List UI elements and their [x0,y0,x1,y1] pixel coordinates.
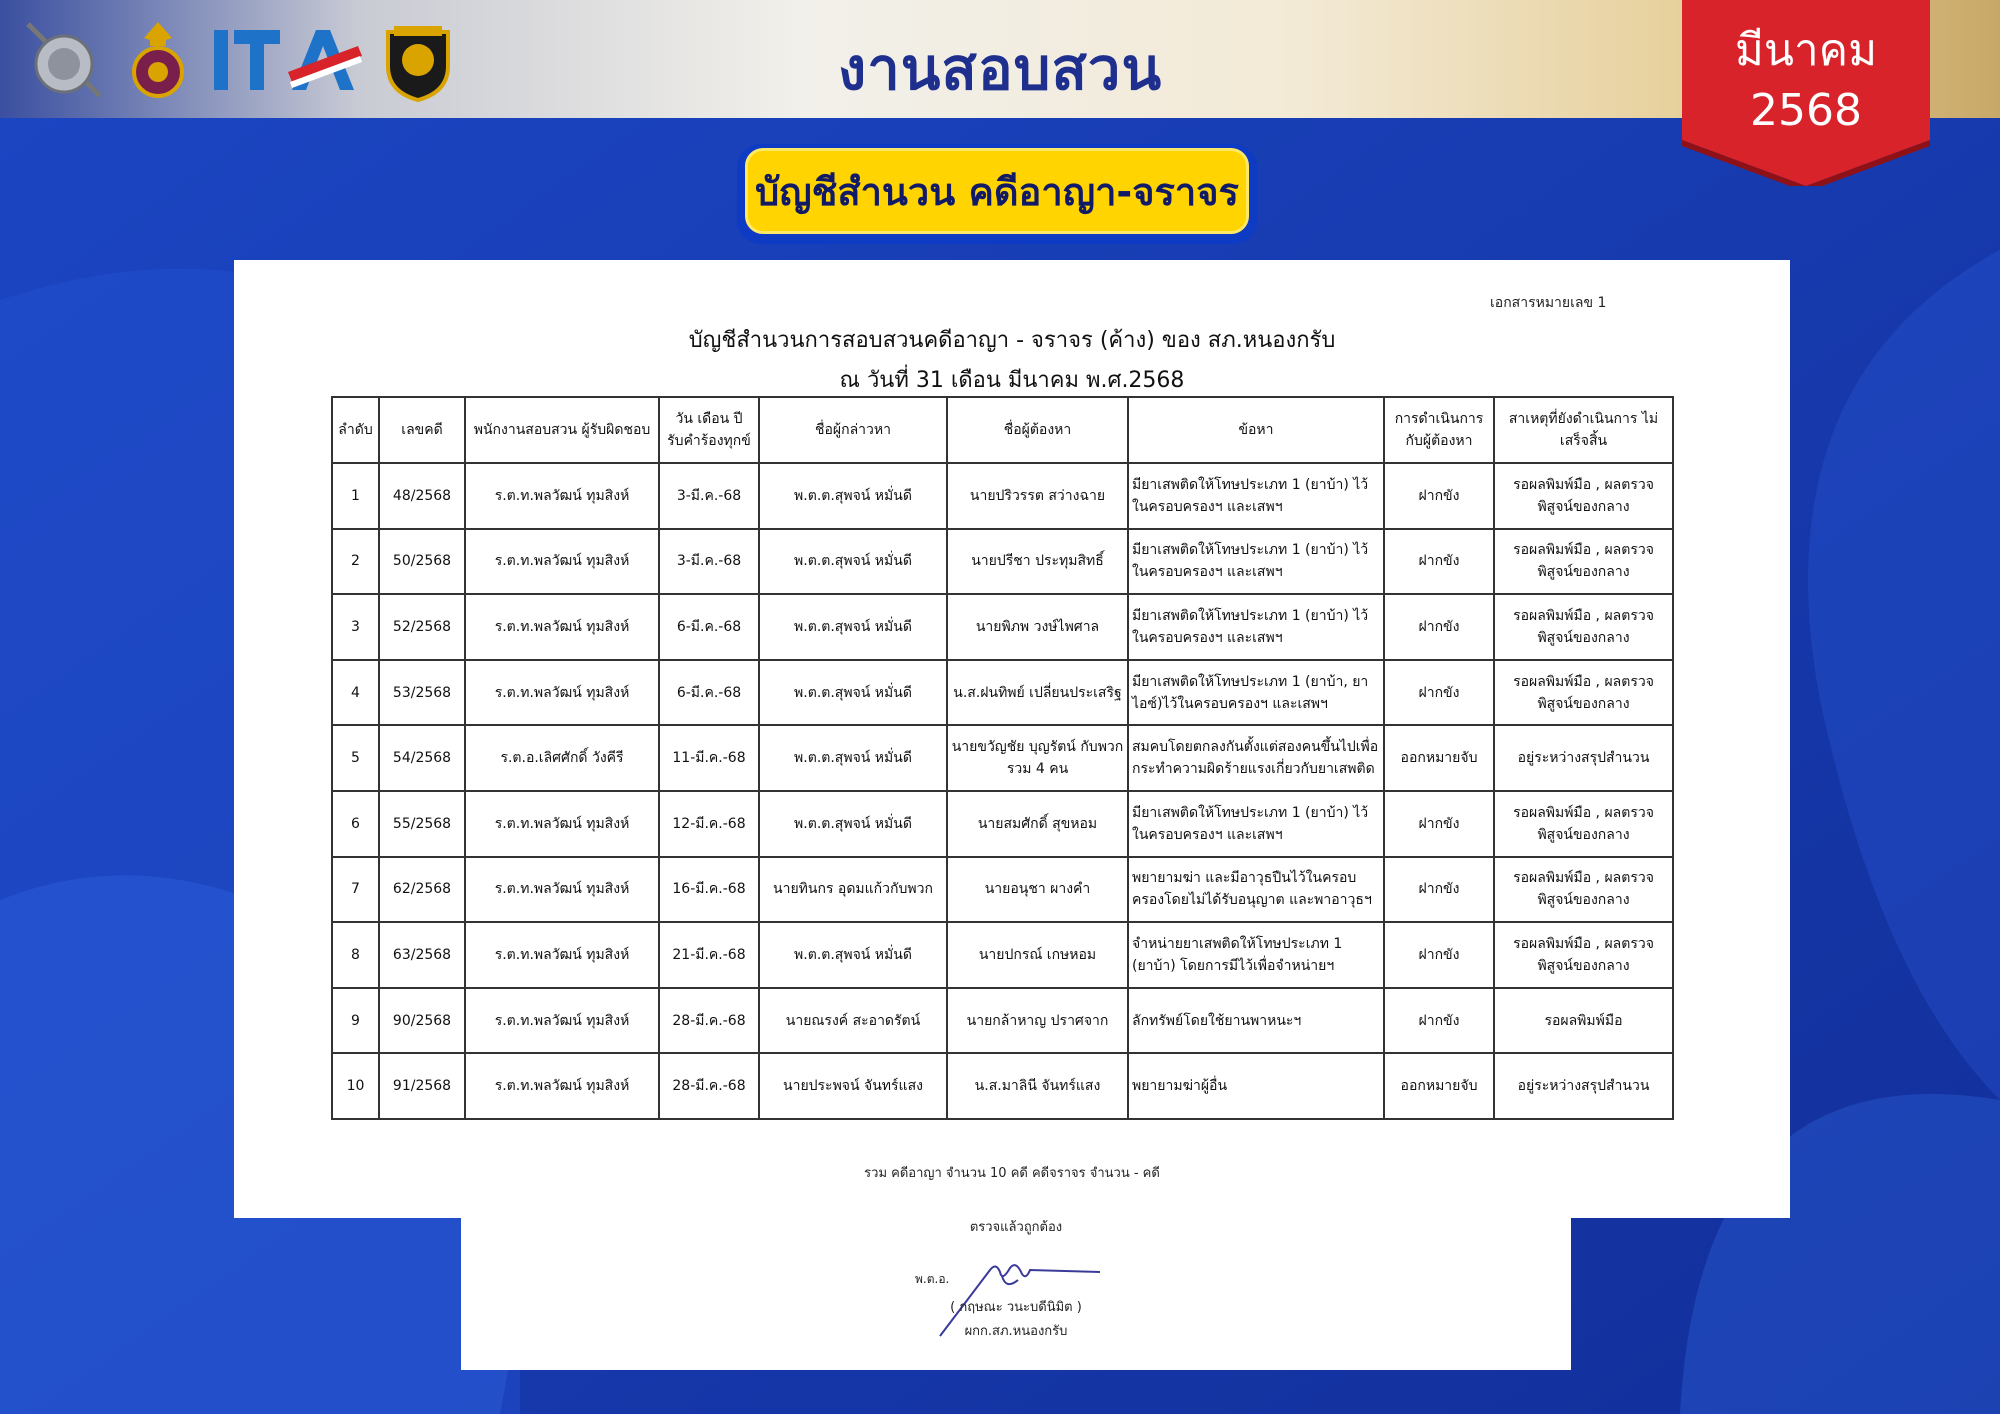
ita-logo [208,16,368,104]
table-cell: ร.ต.ท.พลวัฒน์ ทุมสิงห์ [465,660,659,726]
page-title: งานสอบสวน [837,35,1163,103]
table-cell: นายอนุชา ผางคำ [947,857,1128,923]
table-cell: 91/2568 [379,1053,465,1119]
table-cell: นายสมศักดิ์ สุขหอม [947,791,1128,857]
table-cell: 62/2568 [379,857,465,923]
table-cell: ร.ต.ท.พลวัฒน์ ทุมสิงห์ [465,594,659,660]
column-header: การดำเนินการ กับผู้ต้องหา [1384,397,1494,463]
column-header: ชื่อผู้กล่าวหา [759,397,947,463]
table-cell: 53/2568 [379,660,465,726]
table-cell: นายทินกร อุดมแก้วกับพวก [759,857,947,923]
table-cell: 90/2568 [379,988,465,1054]
table-cell: นายพิภพ วงษ์ไพศาล [947,594,1128,660]
table-cell: ร.ต.ท.พลวัฒน์ ทุมสิงห์ [465,529,659,595]
table-row [332,922,1673,988]
table-cell: ฝากขัง [1384,660,1494,726]
table-cell: พยายามฆ่าผู้อื่น [1128,1053,1384,1119]
signer-rank: พ.ต.อ. [915,1272,950,1286]
table-cell: ออกหมายจับ [1384,1053,1494,1119]
table-cell: 6-มี.ค.-68 [659,594,759,660]
table-cell: สมคบโดยตกลงกันตั้งแต่สองคนขึ้นไปเพื่อ กระทำความผิดร้ายแรงเกี่ยวกับยาเสพติด [1128,725,1384,791]
table-cell: 52/2568 [379,594,465,660]
police-seal-icon [20,16,108,104]
table-cell: 1 [332,463,379,529]
table-row [332,529,1673,595]
table-cell: 10 [332,1053,379,1119]
table-cell: นายณรงค์ สะอาดรัตน์ [759,988,947,1054]
table-cell: ร.ต.ท.พลวัฒน์ ทุมสิงห์ [465,463,659,529]
table-header-row [332,397,1673,463]
table-cell: 9 [332,988,379,1054]
table-row [332,791,1673,857]
column-header: ลำดับ [332,397,379,463]
table-cell: ร.ต.ท.พลวัฒน์ ทุมสิงห์ [465,791,659,857]
summary-line: รวม คดีอาญา จำนวน 10 คดี คดีจราจร จำนวน - คดี [864,1166,1160,1181]
station-badge-icon [374,16,462,104]
table-cell: รอผลพิมพ์มือ , ผลตรวจ พิสูจน์ของกลาง [1494,463,1673,529]
table-cell: ร.ต.ท.พลวัฒน์ ทุมสิงห์ [465,988,659,1054]
table-cell: 2 [332,529,379,595]
table-cell: ร.ต.อ.เลิศศักดิ์ วังคีรี [465,725,659,791]
table-cell: มียาเสพติดให้โทษประเภท 1 (ยาบ้า, ยาไอซ์)ไว้ในครอบครองฯ และเสพฯ [1128,660,1384,726]
table-cell: มียาเสพติดให้โทษประเภท 1 (ยาบ้า) ไว้ในครอบครองฯ และเสพฯ [1128,529,1384,595]
table-row [332,988,1673,1054]
table-cell: พ.ต.ต.สุพจน์ หมั่นดี [759,529,947,595]
table-row [332,594,1673,660]
column-header: เลขคดี [379,397,465,463]
table-cell: มียาเสพติดให้โทษประเภท 1 (ยาบ้า) ไว้ในครอบครองฯ และเสพฯ [1128,791,1384,857]
document-ref: เอกสารหมายเลข 1 [1490,295,1607,311]
table-cell: 50/2568 [379,529,465,595]
table-cell: 12-มี.ค.-68 [659,791,759,857]
column-header: วัน เดือน ปี รับคำร้องทุกข์ [659,397,759,463]
table-cell: ฝากขัง [1384,988,1494,1054]
table-cell: รอผลพิมพ์มือ , ผลตรวจ พิสูจน์ของกลาง [1494,660,1673,726]
document-date: ณ วันที่ 31 เดือน มีนาคม พ.ศ.2568 [839,368,1185,393]
table-cell: 8 [332,922,379,988]
table-cell: จำหน่ายยาเสพติดให้โทษประเภท 1 (ยาบ้า) โดยการมีไว้เพื่อจำหน่ายฯ [1128,922,1384,988]
signer-name: ( กฤษณะ วนะบดีนิมิต ) [950,1300,1082,1315]
table-cell: พยายามฆ่า และมีอาวุธปืนไว้ในครอบ ครองโดยไม่ได้รับอนุญาต และพาอาวุธฯ [1128,857,1384,923]
table-cell: รอผลพิมพ์มือ , ผลตรวจ พิสูจน์ของกลาง [1494,529,1673,595]
table-cell: ฝากขัง [1384,529,1494,595]
column-header: ข้อหา [1128,397,1384,463]
table-cell: 16-มี.ค.-68 [659,857,759,923]
table-cell: รอผลพิมพ์มือ [1494,988,1673,1054]
table-cell: 63/2568 [379,922,465,988]
table-cell: รอผลพิมพ์มือ , ผลตรวจ พิสูจน์ของกลาง [1494,791,1673,857]
table-row [332,725,1673,791]
table-cell: 6-มี.ค.-68 [659,660,759,726]
table-cell: ฝากขัง [1384,922,1494,988]
table-cell: 28-มี.ค.-68 [659,988,759,1054]
table-row [332,857,1673,923]
table-cell: 3-มี.ค.-68 [659,463,759,529]
table-cell: ฝากขัง [1384,791,1494,857]
table-cell: 21-มี.ค.-68 [659,922,759,988]
cases-table [331,396,1674,1120]
table-cell: น.ส.ฝนทิพย์ เปลี่ยนประเสริฐ [947,660,1128,726]
table-cell: น.ส.มาลินี จันทร์แสง [947,1053,1128,1119]
column-header: สาเหตุที่ยังดำเนินการ ไม่เสร็จสิ้น [1494,397,1673,463]
table-cell: อยู่ระหว่างสรุปสำนวน [1494,1053,1673,1119]
date-ribbon [1682,0,1930,186]
table-cell: 55/2568 [379,791,465,857]
logo-group [20,10,462,110]
table-cell: นายประพจน์ จันทร์แสง [759,1053,947,1119]
table-cell: ลักทรัพย์โดยใช้ยานพาหนะฯ [1128,988,1384,1054]
table-cell: ร.ต.ท.พลวัฒน์ ทุมสิงห์ [465,1053,659,1119]
table-row [332,1053,1673,1119]
table-cell: นายปกรณ์ เกษหอม [947,922,1128,988]
column-header: พนักงานสอบสวน ผู้รับผิดชอบ [465,397,659,463]
table-cell: มียาเสพติดให้โทษประเภท 1 (ยาบ้า) ไว้ในครอบครองฯ และเสพฯ [1128,594,1384,660]
section-tag [737,144,1257,244]
table-cell: รอผลพิมพ์มือ , ผลตรวจ พิสูจน์ของกลาง [1494,594,1673,660]
table-cell: ฝากขัง [1384,463,1494,529]
table-cell: รอผลพิมพ์มือ , ผลตรวจ พิสูจน์ของกลาง [1494,922,1673,988]
signer-position: ผกก.สภ.หนองกรับ [964,1324,1068,1339]
table-cell: 5 [332,725,379,791]
document-title: บัญชีสำนวนการสอบสวนคดีอาญา - จราจร (ค้าง) ของ สภ.หนองกรับ [688,328,1336,353]
table-cell: 48/2568 [379,463,465,529]
table-cell: นายกล้าหาญ ปราศจาก [947,988,1128,1054]
table-cell: 3-มี.ค.-68 [659,529,759,595]
table-cell: 3 [332,594,379,660]
police-emblem-icon [114,16,202,104]
table-cell: ฝากขัง [1384,857,1494,923]
table-cell: ฝากขัง [1384,594,1494,660]
date-year: 2568 [1750,85,1862,136]
table-row [332,660,1673,726]
table-cell: พ.ต.ต.สุพจน์ หมั่นดี [759,922,947,988]
table-cell: ร.ต.ท.พลวัฒน์ ทุมสิงห์ [465,857,659,923]
table-cell: 11-มี.ค.-68 [659,725,759,791]
table-row [332,463,1673,529]
table-cell: มียาเสพติดให้โทษประเภท 1 (ยาบ้า) ไว้ในครอบครองฯ และเสพฯ [1128,463,1384,529]
table-cell: 6 [332,791,379,857]
table-cell: อยู่ระหว่างสรุปสำนวน [1494,725,1673,791]
column-header: ชื่อผู้ต้องหา [947,397,1128,463]
table-cell: 7 [332,857,379,923]
table-cell: ร.ต.ท.พลวัฒน์ ทุมสิงห์ [465,922,659,988]
table-cell: พ.ต.ต.สุพจน์ หมั่นดี [759,791,947,857]
table-cell: นายปรีชา ประทุมสิทธิ์ [947,529,1128,595]
table-cell: ออกหมายจับ [1384,725,1494,791]
table-cell: 4 [332,660,379,726]
checked-label: ตรวจแล้วถูกต้อง [969,1220,1063,1235]
table-cell: 54/2568 [379,725,465,791]
date-month: มีนาคม [1734,25,1878,76]
table-cell: รอผลพิมพ์มือ , ผลตรวจ พิสูจน์ของกลาง [1494,857,1673,923]
table-cell: พ.ต.ต.สุพจน์ หมั่นดี [759,463,947,529]
table-cell: พ.ต.ต.สุพจน์ หมั่นดี [759,725,947,791]
table-cell: 28-มี.ค.-68 [659,1053,759,1119]
table-cell: พ.ต.ต.สุพจน์ หมั่นดี [759,594,947,660]
table-cell: พ.ต.ต.สุพจน์ หมั่นดี [759,660,947,726]
table-cell: นายปริวรรต สว่างฉาย [947,463,1128,529]
table-cell: นายขวัญชัย บุญรัตน์ กับพวกรวม 4 คน [947,725,1128,791]
section-tag-label: บัญชีสำนวน คดีอาญา-จราจร [745,148,1249,234]
